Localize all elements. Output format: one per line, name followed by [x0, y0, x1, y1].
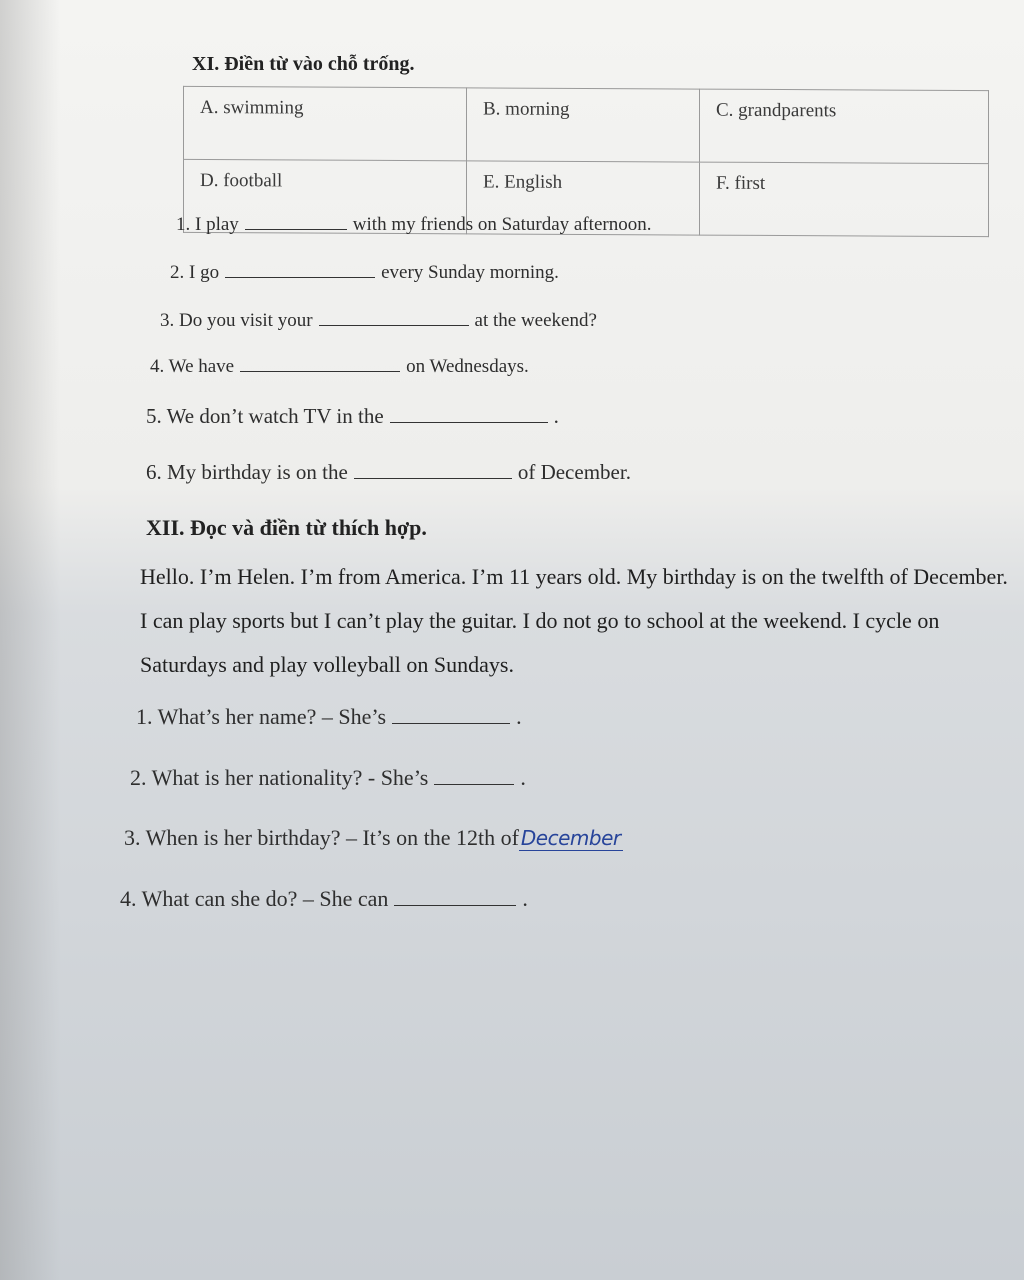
- question-4: [120, 886, 528, 912]
- item-text-after: every Sunday morning.: [381, 262, 559, 283]
- question-text: 2. What is her nationality? - She’s: [130, 765, 429, 790]
- question-1: [136, 704, 522, 730]
- choice-f: F. first: [700, 162, 989, 237]
- answer-blank[interactable]: [225, 276, 375, 278]
- item-text-after: with my friends on Saturday afternoon.: [352, 214, 652, 235]
- choice-b: B. morning: [467, 88, 700, 162]
- choice-e: E. English: [467, 161, 700, 235]
- choices-row: [184, 86, 989, 163]
- exercise-item-2: [170, 262, 559, 284]
- item-text-before: 6. My birthday is on the: [146, 460, 348, 484]
- item-text-before: 5. We don’t watch TV in the: [146, 404, 384, 428]
- item-text-after: of December.: [517, 460, 631, 484]
- reading-passage: Hello. I’m Helen. I’m from America. I’m 11 years old. My birthday is on the twelfth of December. I can play sports but I can’t play the guitar. I do not go to school at the weekend. I cycle on Saturdays and play volleyball on Sundays.: [140, 564, 1008, 677]
- page-edge-shadow: [0, 0, 60, 1280]
- item-text-before: 4. We have: [150, 356, 235, 377]
- section-12-title: XII. Đọc và điền từ thích hợp.: [146, 515, 427, 540]
- exercise-item-5: [146, 404, 559, 429]
- question-text: 1. What’s her name? – She’s: [136, 704, 387, 729]
- question-text: 3. When is her birthday? – It’s on the 12th of: [124, 825, 519, 850]
- answer-blank[interactable]: [394, 904, 516, 906]
- item-text-before: 1. I play: [176, 214, 239, 235]
- exercise-item-1: [176, 214, 651, 236]
- question-2: [130, 765, 526, 791]
- item-text-after: at the weekend?: [474, 310, 597, 331]
- exercise-item-3: [160, 310, 597, 332]
- question-text-after: .: [516, 704, 522, 729]
- choice-c: C. grandparents: [700, 89, 989, 164]
- item-text-before: 3. Do you visit your: [160, 310, 313, 331]
- question-3: [124, 825, 623, 851]
- item-text-after: .: [553, 404, 559, 428]
- answer-blank[interactable]: [245, 228, 347, 230]
- exercise-item-4: [150, 356, 529, 378]
- question-text-after: .: [520, 765, 526, 790]
- question-text: 4. What can she do? – She can: [120, 886, 389, 911]
- answer-blank[interactable]: [390, 421, 548, 423]
- item-text-after: on Wednesdays.: [406, 356, 529, 377]
- section-11-title: XI. Điền từ vào chỗ trống.: [192, 53, 415, 75]
- choice-d: D. football: [184, 159, 467, 233]
- choice-a: A. swimming: [184, 86, 467, 160]
- question-text-after: .: [522, 886, 528, 911]
- answer-blank[interactable]: [434, 783, 514, 785]
- handwritten-answer[interactable]: December: [520, 826, 621, 850]
- answer-blank[interactable]: [319, 324, 469, 326]
- exercise-item-6: [146, 460, 631, 485]
- answer-blank[interactable]: [392, 722, 510, 724]
- answer-blank[interactable]: [240, 370, 400, 372]
- answer-blank[interactable]: [354, 477, 512, 479]
- item-text-before: 2. I go: [170, 262, 220, 283]
